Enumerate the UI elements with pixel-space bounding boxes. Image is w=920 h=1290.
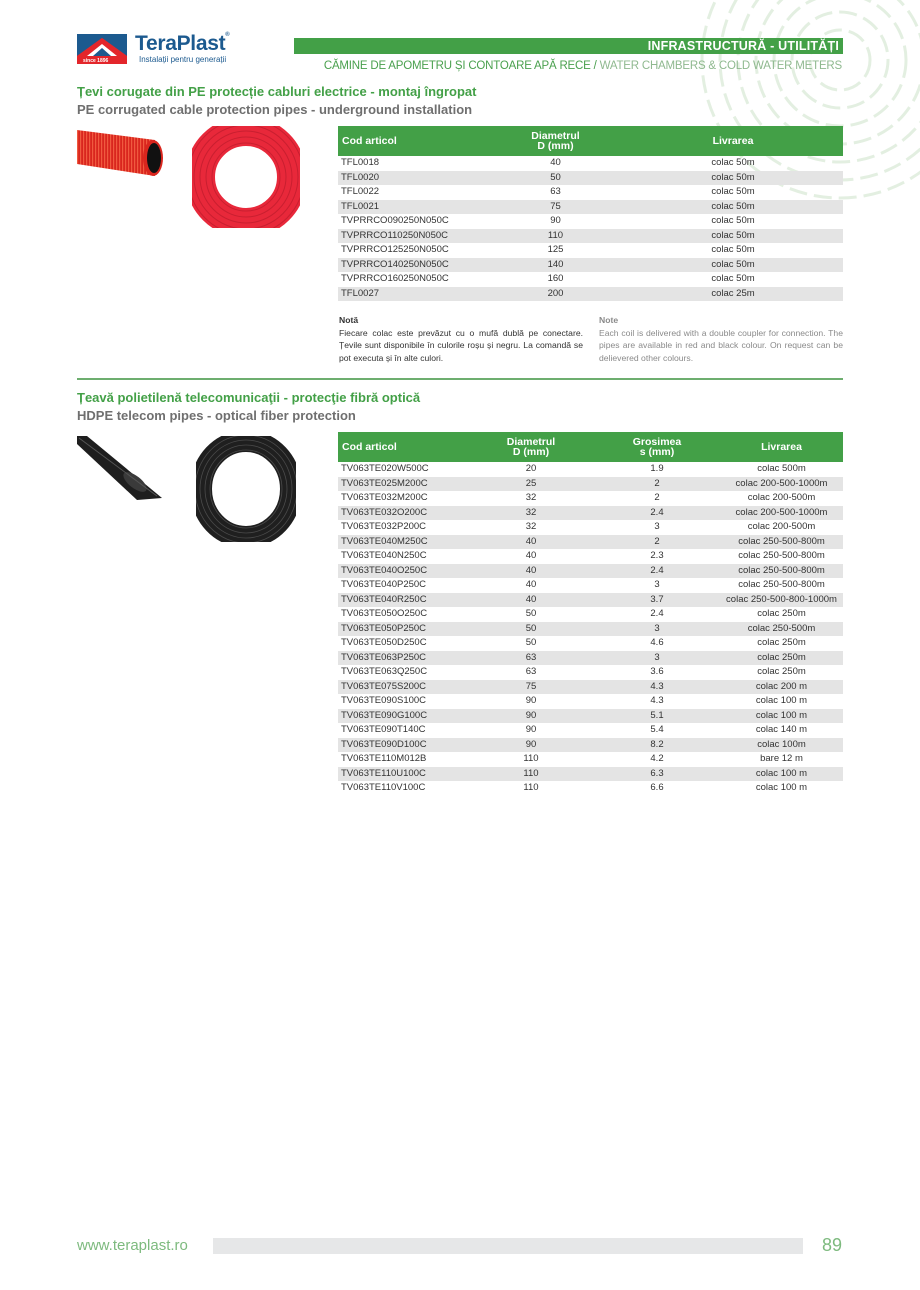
cell-thickness: 2.3	[650, 550, 664, 561]
cell-diameter: 32	[468, 506, 594, 521]
cell-diameter: 90	[525, 695, 537, 706]
cell-code: TV063TE110M012B	[341, 753, 427, 764]
cell-delivery: colac 250m	[720, 651, 843, 666]
cell-diameter: 90	[550, 215, 561, 226]
cell-code: TV063TE090D100C	[338, 738, 468, 753]
cell-delivery: colac 250-500-800m	[738, 550, 825, 561]
cell-code: TVPRRCO140250N050C	[338, 258, 488, 273]
cell-diameter: 63	[525, 666, 537, 677]
table-row	[338, 535, 843, 550]
table-row	[338, 185, 843, 200]
cell-delivery: colac 250m	[757, 637, 806, 648]
table-row	[338, 214, 843, 229]
cell-code: TVPRRCO125250N050C	[341, 244, 449, 255]
col-header-diameter-l2: D (mm)	[537, 140, 574, 152]
col-header-thickness-l1: Grosimea	[632, 436, 682, 448]
note-ro-heading: Notă	[339, 315, 359, 325]
cell-diameter: 50	[468, 622, 594, 637]
col-header-diameter-l1: Diametrul	[531, 130, 580, 142]
registered-mark: ®	[225, 32, 230, 38]
col-header-delivery: Livrarea	[720, 432, 843, 462]
cell-delivery: colac 100 m	[755, 782, 808, 793]
table-row	[338, 156, 843, 171]
table-row	[338, 723, 843, 738]
footer-website-link[interactable]: www.teraplast.ro	[77, 1237, 188, 1254]
cell-diameter: 40	[550, 157, 561, 168]
cell-diameter: 32	[525, 492, 537, 503]
cell-thickness: 5.1	[594, 709, 720, 724]
cell-thickness: 2	[594, 477, 720, 492]
cell-delivery: colac 250m	[757, 666, 806, 677]
cell-code: TFL0022	[341, 186, 380, 197]
table-row	[338, 171, 843, 186]
footer-bar	[213, 1238, 803, 1254]
cell-delivery: colac 100 m	[720, 767, 843, 782]
col-header-thickness-l2: s (mm)	[639, 446, 675, 458]
cell-code: TV063TE020W500C	[341, 463, 429, 474]
col-header-diameter	[488, 126, 623, 156]
cell-thickness: 4.3	[650, 695, 664, 706]
cell-code: TV063TE032M200C	[341, 492, 428, 503]
table-row	[338, 752, 843, 767]
cell-diameter: 90	[468, 738, 594, 753]
cell-thickness: 2.4	[594, 506, 720, 521]
cell-thickness: 2	[594, 535, 720, 550]
cell-code: TFL0018	[341, 157, 380, 168]
cell-delivery: colac 50m	[623, 258, 843, 273]
cell-delivery: colac 25m	[623, 287, 843, 302]
cell-code: TFL0020	[338, 171, 488, 186]
cell-diameter: 90	[525, 724, 537, 735]
cell-diameter: 63	[468, 651, 594, 666]
cell-delivery: colac 50m	[711, 244, 755, 255]
cell-thickness: 3	[594, 622, 720, 637]
logo-since: since 1896	[83, 58, 109, 64]
table-row	[338, 607, 843, 622]
cell-delivery: colac 50m	[623, 200, 843, 215]
cell-code: TV063TE040R250C	[338, 593, 468, 608]
table-row	[338, 272, 843, 287]
cell-code: TFL0027	[338, 287, 488, 302]
logo-name-text: TeraPlast	[135, 32, 226, 55]
cell-thickness: 3.6	[650, 666, 664, 677]
cell-diameter: 40	[525, 579, 537, 590]
cell-diameter: 50	[488, 171, 623, 186]
table-row	[338, 549, 843, 564]
cell-thickness: 6.3	[594, 767, 720, 782]
cell-diameter: 32	[525, 521, 537, 532]
section2-title-ro: Țeavă polietilenă telecomunicaţii - protecţie fibră optică	[77, 390, 421, 405]
col-header-diameter	[468, 432, 594, 462]
cell-delivery: colac 100 m	[720, 709, 843, 724]
cell-code: TV063TE110V100C	[341, 782, 426, 793]
cell-diameter: 63	[550, 186, 561, 197]
cell-diameter: 75	[468, 680, 594, 695]
teraplast-logo	[77, 34, 247, 68]
section2-title-en: HDPE telecom pipes - optical fiber protection	[77, 408, 356, 423]
cell-thickness: 4.3	[594, 680, 720, 695]
cell-diameter: 110	[523, 782, 539, 793]
section-divider	[77, 378, 843, 380]
table-row	[338, 477, 843, 492]
cell-diameter: 40	[525, 550, 537, 561]
cell-thickness: 4.2	[650, 753, 664, 764]
table-row	[338, 738, 843, 753]
cell-delivery: colac 250-500-800m	[738, 579, 825, 590]
table-row	[338, 578, 843, 593]
cell-thickness: 3	[654, 579, 660, 590]
cell-code: TVPRRCO090250N050C	[341, 215, 449, 226]
col-header-delivery: Livrarea	[623, 126, 843, 156]
cell-delivery: colac 50m	[623, 229, 843, 244]
cell-delivery: colac 250m	[757, 608, 806, 619]
cell-delivery: colac 250-500-800-1000m	[720, 593, 843, 608]
table-row	[338, 520, 843, 535]
black-pipe-coil-icon	[196, 436, 296, 542]
cell-code: TV063TE063Q250C	[341, 666, 428, 677]
cell-delivery: colac 200-500-1000m	[720, 506, 843, 521]
cell-delivery: colac 250-500-800m	[720, 564, 843, 579]
red-corrugated-coil-icon	[192, 126, 300, 228]
cell-thickness: 2.4	[594, 564, 720, 579]
cell-diameter: 110	[468, 767, 594, 782]
cell-thickness: 4.6	[650, 637, 664, 648]
cell-delivery: colac 100 m	[755, 695, 808, 706]
table-row	[338, 665, 843, 680]
cell-thickness: 6.6	[650, 782, 664, 793]
cell-code: TV063TE025M200C	[338, 477, 468, 492]
note-ro-text: Fiecare colac este prevăzut cu o mufă dublă pe conectare. Țevile sunt disponibile în culorile roșu și negru. La comandă se pot executa și în alte culori.	[339, 327, 583, 363]
cell-delivery: colac 50m	[711, 273, 755, 284]
table-row	[338, 767, 843, 782]
cell-code: TV063TE032O200C	[338, 506, 468, 521]
cell-code: TV063TE040M250C	[338, 535, 468, 550]
cell-delivery: colac 50m	[711, 215, 755, 226]
cell-code: TV063TE040N250C	[341, 550, 427, 561]
table-row	[338, 636, 843, 651]
section2-table	[338, 432, 843, 796]
cell-code: TV063TE050D250C	[341, 637, 427, 648]
section1-table	[338, 126, 843, 301]
table-row	[338, 694, 843, 709]
cell-thickness: 3	[654, 521, 660, 532]
cell-thickness: 8.2	[594, 738, 720, 753]
table-row	[338, 200, 843, 215]
cell-code: TVPRRCO110250N050C	[338, 229, 488, 244]
cell-code: TFL0021	[338, 200, 488, 215]
logo-tagline: Instalații pentru generații	[139, 55, 227, 64]
logo-name	[135, 32, 229, 56]
cell-code: TV063TE040P250C	[341, 579, 427, 590]
cell-delivery: colac 200-500-1000m	[720, 477, 843, 492]
cell-delivery: colac 250-500-800m	[720, 535, 843, 550]
col-header-diameter-l2: D (mm)	[512, 446, 550, 458]
cell-thickness: 5.4	[650, 724, 664, 735]
cell-code: TV063TE090G100C	[338, 709, 468, 724]
cell-delivery: colac 200 m	[720, 680, 843, 695]
cell-diameter: 110	[488, 229, 623, 244]
cell-thickness: 2.4	[650, 608, 664, 619]
table-header-row	[338, 432, 843, 462]
cell-delivery: colac 500m	[757, 463, 806, 474]
cell-code: TV063TE032P200C	[341, 521, 427, 532]
cell-diameter: 140	[488, 258, 623, 273]
category-banner: INFRASTRUCTURĂ - UTILITĂȚI	[294, 38, 843, 54]
cell-diameter: 110	[523, 753, 539, 764]
subcategory-sep: /	[590, 60, 600, 72]
table-header-row	[338, 126, 843, 156]
cell-diameter: 50	[525, 608, 537, 619]
section1-title-ro: Țevi corugate din PE protecție cabluri electrice - montaj îngropat	[77, 84, 477, 99]
cell-diameter: 40	[468, 535, 594, 550]
table-row	[338, 258, 843, 273]
subcategory-line	[324, 60, 842, 72]
table-row	[338, 564, 843, 579]
black-pipe-cut-icon	[77, 436, 162, 502]
red-corrugated-pipe-icon	[77, 128, 167, 180]
subcategory-ro: CĂMINE DE APOMETRU ȘI CONTOARE APĂ RECE	[323, 60, 591, 72]
table-row	[338, 462, 843, 477]
cell-diameter: 125	[547, 244, 564, 255]
cell-delivery: bare 12 m	[760, 753, 803, 764]
cell-code: TV063TE090T140C	[341, 724, 426, 735]
table-row	[338, 709, 843, 724]
table-row	[338, 651, 843, 666]
cell-diameter: 40	[468, 593, 594, 608]
cell-code: TV063TE040O250C	[338, 564, 468, 579]
table-row	[338, 622, 843, 637]
col-header-code: Cod articol	[338, 126, 488, 156]
cell-delivery: colac 140 m	[755, 724, 808, 735]
cell-thickness: 1.9	[650, 463, 664, 474]
cell-delivery: colac 250-500m	[720, 622, 843, 637]
cell-thickness: 2	[654, 492, 660, 503]
note-en-text: Each coil is delivered with a double coupler for connection. The pipes are available in red and black colour. On request can be delievered other colours.	[599, 327, 843, 363]
cell-delivery: colac 50m	[711, 186, 755, 197]
page-number: 89	[822, 1235, 843, 1255]
cell-diameter: 50	[525, 637, 537, 648]
table-row	[338, 491, 843, 506]
cell-code: TV063TE063P250C	[338, 651, 468, 666]
table-row	[338, 243, 843, 258]
cell-thickness: 3.7	[594, 593, 720, 608]
col-header-diameter-l1: Diametrul	[506, 436, 556, 448]
cell-diameter: 40	[468, 564, 594, 579]
cell-diameter: 160	[547, 273, 564, 284]
table-row	[338, 229, 843, 244]
cell-delivery: colac 200-500m	[747, 492, 816, 503]
cell-delivery: colac 50m	[711, 157, 755, 168]
cell-delivery: colac 200-500m	[747, 521, 816, 532]
table-row	[338, 680, 843, 695]
cell-code: TVPRRCO160250N050C	[341, 273, 449, 284]
section1-title-en: PE corrugated cable protection pipes - underground installation	[77, 102, 473, 117]
cell-diameter: 90	[468, 709, 594, 724]
table-row	[338, 781, 843, 796]
cell-thickness: 3	[594, 651, 720, 666]
cell-code: TV063TE050P250C	[338, 622, 468, 637]
table-row	[338, 506, 843, 521]
cell-code: TV063TE050O250C	[341, 608, 428, 619]
col-header-thickness	[594, 432, 720, 462]
note-en-heading: Note	[599, 315, 619, 325]
col-header-code: Cod articol	[338, 432, 468, 462]
cell-code: TV063TE110U100C	[338, 767, 468, 782]
cell-diameter: 25	[468, 477, 594, 492]
cell-diameter: 75	[488, 200, 623, 215]
cell-delivery: colac 50m	[623, 171, 843, 186]
cell-diameter: 20	[525, 463, 537, 474]
cell-delivery: colac 100m	[720, 738, 843, 753]
table-row	[338, 287, 843, 302]
cell-diameter: 200	[488, 287, 623, 302]
note-ro	[339, 314, 583, 364]
cell-code: TV063TE090S100C	[341, 695, 427, 706]
cell-code: TV063TE075S200C	[338, 680, 468, 695]
subcategory-en: WATER CHAMBERS & COLD WATER METERS	[599, 60, 842, 72]
table-row	[338, 593, 843, 608]
note-en	[599, 314, 843, 364]
